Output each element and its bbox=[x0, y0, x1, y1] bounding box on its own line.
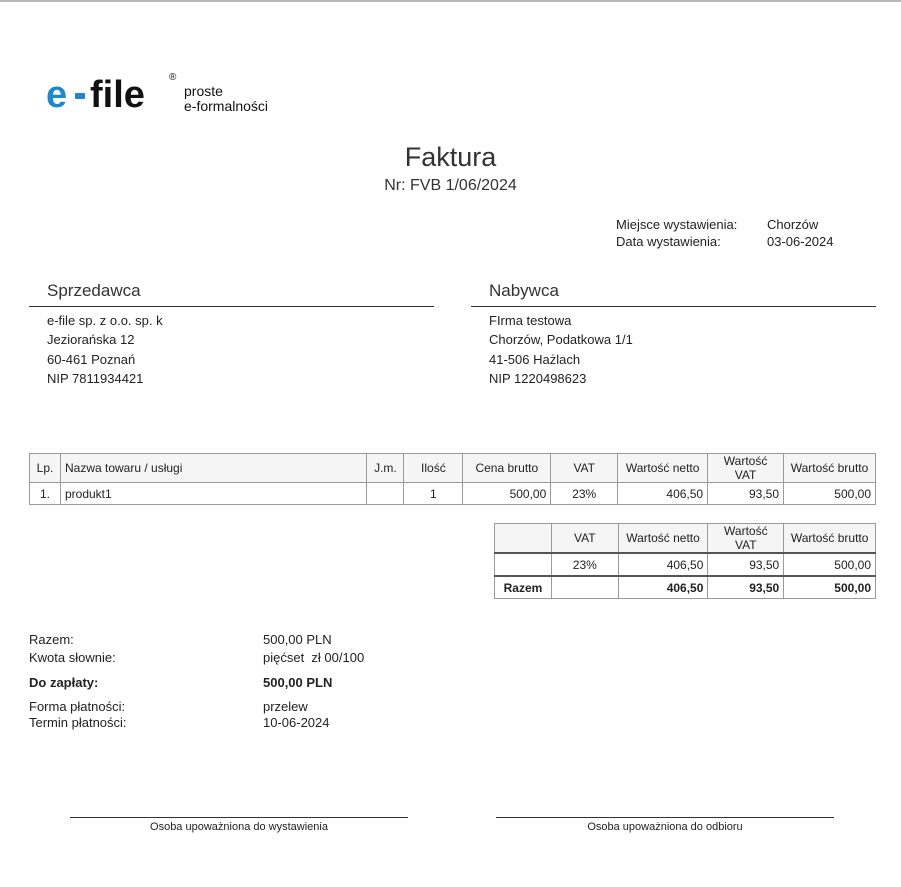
cell-vat-rate: 23% bbox=[551, 483, 618, 505]
invoice-number: Nr: FVB 1/06/2024 bbox=[384, 177, 517, 194]
cell-vat-value: 93,50 bbox=[708, 553, 784, 576]
seller-heading: Sprzedawca bbox=[47, 281, 141, 300]
termin-value: 10-06-2024 bbox=[263, 715, 330, 730]
logo-tagline-1: proste bbox=[184, 83, 223, 99]
seller-divider bbox=[29, 306, 434, 307]
meta-date-label: Data wystawienia: bbox=[616, 234, 721, 249]
cell-unit bbox=[367, 483, 404, 505]
cell-empty bbox=[551, 576, 618, 599]
do-zaplaty-value: 500,00 PLN bbox=[263, 675, 333, 690]
col-header: Nazwa towaru / usługi bbox=[60, 454, 366, 483]
seller-line: NIP 7811934421 bbox=[47, 370, 144, 386]
slownie-value: pięćset zł 00/100 bbox=[263, 650, 365, 665]
razem-label: Razem: bbox=[29, 632, 74, 647]
col-header: VAT bbox=[551, 454, 618, 483]
total-net: 406,50 bbox=[618, 576, 708, 599]
buyer-line: FIrma testowa bbox=[489, 313, 572, 328]
signature-label-receiver: Osoba upoważniona do odbioru bbox=[587, 821, 743, 833]
items-header-row bbox=[30, 454, 876, 483]
col-header: VAT bbox=[551, 524, 618, 554]
registered-mark: ® bbox=[169, 72, 177, 83]
col-header: Wartość netto bbox=[618, 524, 708, 554]
signature-label-issuer: Osoba upoważniona do wystawienia bbox=[150, 821, 328, 833]
forma-value: przelew bbox=[263, 699, 308, 714]
meta-place-value: Chorzów bbox=[767, 217, 819, 232]
buyer-heading: Nabywca bbox=[489, 281, 559, 300]
cell-gross-value: 500,00 bbox=[784, 553, 876, 576]
cell-gross-price: 500,00 bbox=[463, 483, 551, 505]
cell-lp: 1. bbox=[30, 483, 61, 505]
logo-tagline-2: e-formalności bbox=[184, 98, 269, 114]
top-border bbox=[0, 0, 901, 2]
cell-qty: 1 bbox=[404, 483, 463, 505]
total-label: Razem bbox=[495, 576, 552, 599]
col-header: Wartość netto bbox=[618, 454, 708, 483]
seller-line: Jeziorańska 12 bbox=[47, 332, 135, 348]
vat-total-row bbox=[495, 576, 876, 599]
cell-gross-value: 500,00 bbox=[784, 483, 876, 505]
logo-e: e bbox=[46, 74, 68, 116]
seller-address bbox=[47, 311, 163, 388]
cell-empty bbox=[495, 553, 552, 576]
table-row bbox=[30, 483, 876, 505]
col-header: Wartość brutto bbox=[784, 454, 876, 483]
slownie-label: Kwota słownie: bbox=[29, 650, 116, 665]
cell-vat-value: 93,50 bbox=[708, 483, 784, 505]
total-gross: 500,00 bbox=[784, 576, 876, 599]
buyer-line: NIP 1220498623 bbox=[489, 370, 587, 386]
meta-place-label: Miejsce wystawienia: bbox=[616, 217, 738, 232]
buyer-divider bbox=[471, 306, 876, 307]
buyer-address bbox=[489, 311, 633, 388]
vat-summary-table bbox=[494, 523, 876, 599]
items-table bbox=[29, 453, 876, 505]
cell-vat-rate: 23% bbox=[551, 553, 618, 576]
cell-name: produkt1 bbox=[60, 483, 366, 505]
do-zaplaty-label: Do zapłaty: bbox=[29, 675, 99, 690]
col-header: Wartość VAT bbox=[708, 524, 784, 554]
meta-date-value: 03-06-2024 bbox=[767, 234, 834, 249]
col-header bbox=[495, 524, 552, 554]
termin-label: Termin płatności: bbox=[29, 715, 127, 730]
signature-line-issuer bbox=[70, 817, 408, 818]
seller-line: 60-461 Poznań bbox=[47, 351, 136, 367]
document-title: Faktura bbox=[404, 142, 497, 172]
col-header: J.m. bbox=[367, 454, 404, 483]
buyer-line: 41-506 Hażlach bbox=[489, 351, 581, 367]
buyer-line: Chorzów, Podatkowa 1/1 bbox=[489, 332, 633, 348]
col-header: Wartość brutto bbox=[784, 524, 876, 554]
forma-label: Forma płatności: bbox=[29, 699, 126, 714]
cell-net-value: 406,50 bbox=[618, 553, 708, 576]
logo-file: file bbox=[90, 74, 145, 116]
signature-line-receiver bbox=[496, 817, 834, 818]
cell-net-value: 406,50 bbox=[618, 483, 708, 505]
col-header: Wartość VAT bbox=[708, 454, 784, 483]
total-vat: 93,50 bbox=[708, 576, 784, 599]
table-row bbox=[495, 553, 876, 576]
vat-header-row bbox=[495, 524, 876, 554]
seller-line: e-file sp. z o.o. sp. k bbox=[47, 313, 163, 328]
col-header: Lp. bbox=[30, 454, 61, 483]
logo-dash bbox=[75, 93, 85, 99]
col-header: Ilość bbox=[404, 454, 463, 483]
col-header: Cena brutto bbox=[463, 454, 551, 483]
razem-value: 500,00 PLN bbox=[263, 632, 332, 647]
